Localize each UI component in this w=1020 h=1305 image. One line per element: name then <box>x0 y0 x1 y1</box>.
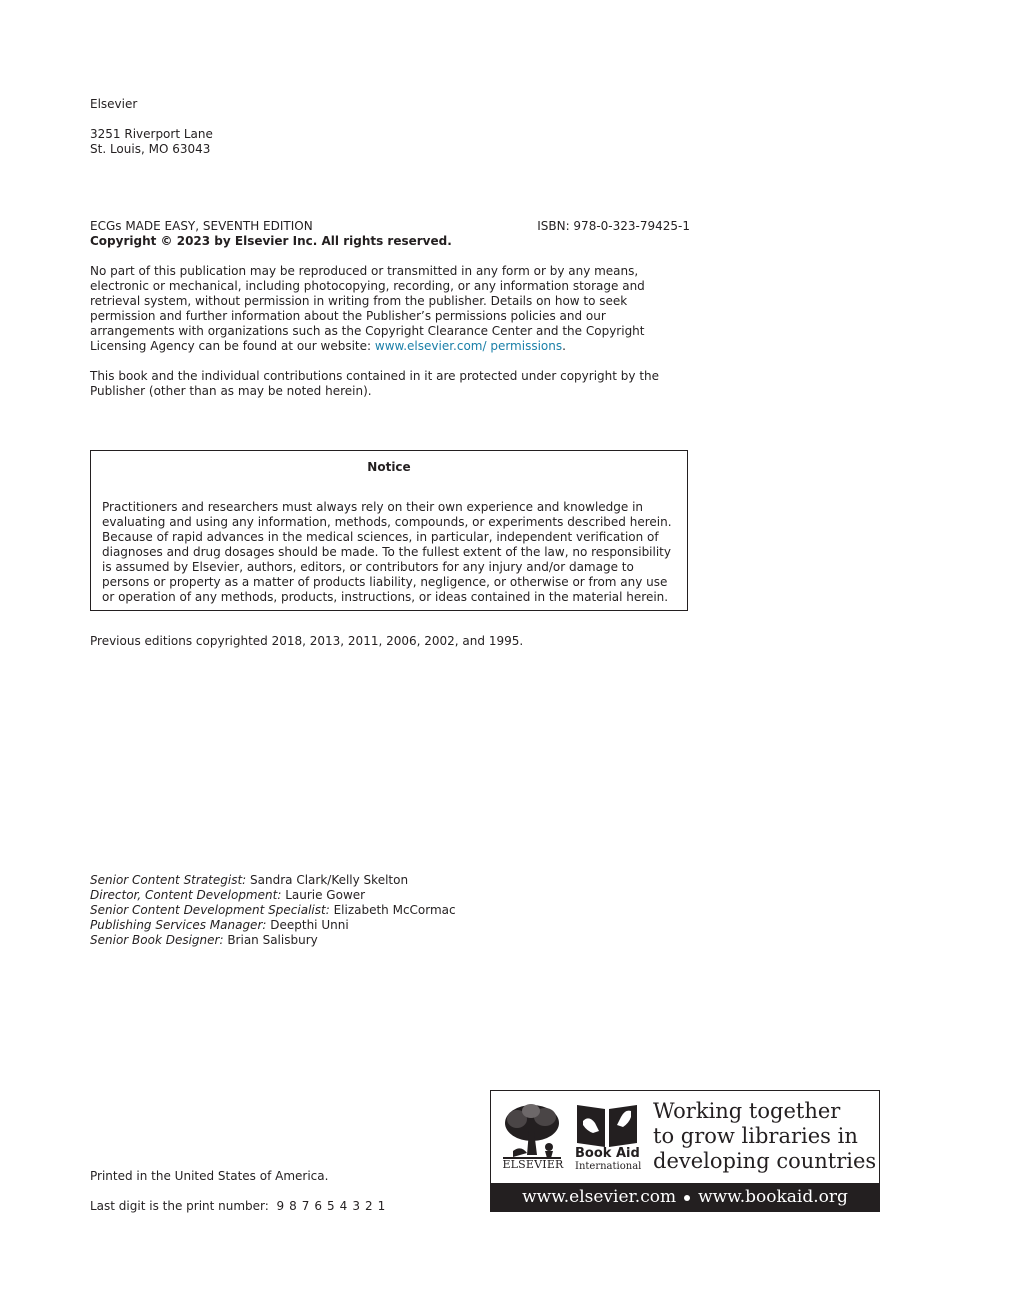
credit-line <box>90 873 456 888</box>
credit-person: Sandra Clark/Kelly Skelton <box>246 873 409 887</box>
credit-person: Brian Salisbury <box>223 933 318 947</box>
elsevier-url-link[interactable]: www.elsevier.com <box>522 1187 677 1207</box>
credit-role: Publishing Services Manager: <box>90 918 267 932</box>
publisher-address-line2: St. Louis, MO 63043 <box>90 142 211 156</box>
banner-url-bar <box>491 1183 879 1211</box>
previous-editions: Previous editions copyrighted 2018, 2013, 2011, 2006, 2002, and 1995. <box>90 634 524 648</box>
printed-in: Printed in the United States of America. <box>90 1169 329 1183</box>
credit-line <box>90 918 456 933</box>
book-aid-banner <box>490 1090 880 1212</box>
slogan-line: developing countries <box>653 1149 877 1173</box>
protection-paragraph: This book and the individual contributions contained in it are protected under copyright by the Publisher (other than as may be noted herein). <box>90 369 660 398</box>
permissions-end: . <box>562 339 566 353</box>
bullet-separator-icon <box>684 1195 690 1201</box>
print-digit: 3 <box>352 1199 360 1213</box>
notice-box <box>90 450 688 611</box>
book-aid-wordmark <box>575 1147 641 1173</box>
credit-line <box>90 933 456 948</box>
print-digit: 1 <box>377 1199 386 1213</box>
book-aid-name: Book Aid <box>575 1146 640 1161</box>
print-digit: 7 <box>301 1199 310 1213</box>
credit-person: Deepthi Unni <box>266 918 349 932</box>
isbn: ISBN: 978-0-323-79425-1 <box>537 219 690 233</box>
bookaid-url-link[interactable]: www.bookaid.org <box>698 1187 848 1207</box>
publisher-name: Elsevier <box>90 97 138 111</box>
print-digit: 4 <box>339 1199 348 1213</box>
print-digit: 5 <box>327 1199 335 1213</box>
slogan-line: Working together <box>653 1099 841 1123</box>
book-aid-hands-logo-icon <box>575 1101 639 1149</box>
print-digit: 9 <box>276 1199 285 1213</box>
book-title-edition: ECGs MADE EASY, SEVENTH EDITION <box>90 219 313 233</box>
print-digit: 2 <box>364 1199 373 1213</box>
banner-slogan <box>653 1099 876 1174</box>
credit-line <box>90 888 456 903</box>
credit-role: Senior Content Development Specialist: <box>90 903 330 917</box>
notice-title: Notice <box>367 460 411 474</box>
permissions-paragraph <box>90 264 690 354</box>
elsevier-wordmark: ELSEVIER <box>502 1158 564 1171</box>
credit-role: Senior Book Designer: <box>90 933 224 947</box>
slogan-line: to grow libraries in <box>653 1124 858 1148</box>
credits-list <box>90 873 456 948</box>
credit-person: Laurie Gower <box>281 888 366 902</box>
credit-role: Director, Content Development: <box>90 888 282 902</box>
credit-person: Elizabeth McCormac <box>329 903 456 917</box>
print-digit: 8 <box>289 1199 297 1213</box>
book-aid-international: International <box>575 1161 642 1172</box>
publisher-address-line1: 3251 Riverport Lane <box>90 127 213 141</box>
credit-role: Senior Content Strategist: <box>90 873 247 887</box>
notice-body: Practitioners and researchers must always rely on their own experience and knowledge in evaluating and using any information, methods, compounds, or experiments described herein. Because of rapid advances in the medical sciences, in particular, independent verification of diagnoses and drug dosages should be made. To the fullest extent of the law, no responsibility is assumed by Elsevier, authors, editors, or contributors for any injury and/or damage to persons or property as a matter of products liability, negligence, or otherwise or from any use or operation of any methods, products, instructions, or ideas contained in the material herein. <box>102 500 672 604</box>
permissions-link[interactable]: www.elsevier.com/ permissions <box>374 339 563 353</box>
print-number-label: Last digit is the print number: <box>90 1199 269 1213</box>
copyright-line: Copyright © 2023 by Elsevier Inc. All rights reserved. <box>90 234 452 248</box>
print-number-line <box>90 1199 390 1214</box>
print-digit: 6 <box>314 1199 323 1213</box>
credit-line <box>90 903 456 918</box>
permissions-text: No part of this publication may be reproduced or transmitted in any form or by any means, electronic or mechanical, including photocopying, recording, or any information storage and retrieval system, without permission in writing from the publisher. Details on how to seek permission and further information about the Publisher’s permissions policies and our arrangements with organizations such as the Copyright Clearance Center and the Copyright Licensing Agency can be found at our website: <box>90 264 645 353</box>
